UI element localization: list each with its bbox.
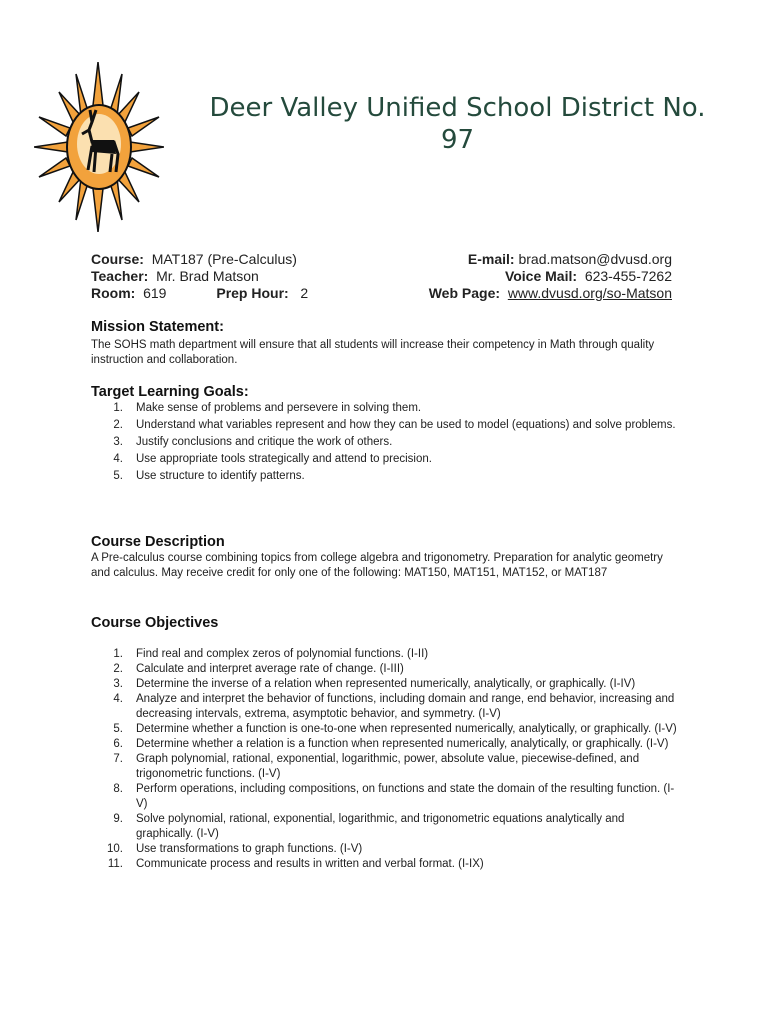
list-item (91, 400, 681, 417)
list-text: Determine the inverse of a relation when represented numerically, analytically, or graphically. (I-IV) (136, 678, 636, 690)
list-text: Find real and complex zeros of polynomial functions. (I-II) (136, 648, 429, 660)
list-item (91, 677, 681, 692)
prep-value: 2 (300, 285, 309, 301)
voicemail-value: 623-455-7262 (584, 268, 672, 284)
list-text: Use transformations to graph functions. (I-V) (136, 843, 363, 855)
page-title: Deer Valley Unified School District No. 97 (209, 93, 706, 155)
list-text: Use appropriate tools strategically and attend to precision. (136, 453, 432, 465)
list-item (91, 434, 681, 451)
list-item (91, 782, 681, 812)
list-text: Use structure to identify patterns. (136, 470, 305, 482)
list-text: Perform operations, including compositions, on functions and state the domain of the resulting function. (I-V) (136, 783, 675, 810)
webpage-link[interactable]: www.dvusd.org/so-Matson (507, 285, 672, 301)
list-text: Solve polynomial, rational, exponential, logarithmic, and trigonometric equations analytically and graphically. (I-V) (136, 813, 625, 840)
list-item (91, 737, 681, 752)
voicemail-label: Voice Mail: (504, 268, 578, 284)
mission-section (91, 319, 681, 368)
list-text: Communicate process and results in written and verbal format. (I-IX) (136, 858, 484, 870)
list-number: 4. (113, 453, 123, 465)
list-number: 3. (113, 436, 123, 448)
course-info (91, 251, 308, 302)
teacher-label: Teacher: (91, 268, 149, 284)
list-number: 1. (113, 648, 123, 660)
sun-deer-logo-icon (34, 62, 164, 232)
description-section (91, 534, 681, 581)
contact-info (390, 251, 672, 302)
list-text: Determine whether a relation is a function when represented numerically, analytically, or graphically. (I-V) (136, 738, 669, 750)
list-item (91, 857, 681, 872)
list-number: 5. (113, 470, 123, 482)
list-number: 8. (113, 783, 123, 795)
list-text: Analyze and interpret the behavior of functions, including domain and range, end behavior, increasing and decreasing intervals, extrema, asymptotic behavior, and symmetry. (I-V) (136, 693, 675, 720)
objectives-heading: Course Objectives (91, 615, 219, 631)
list-item (91, 812, 681, 842)
course-label: Course: (91, 251, 144, 267)
list-text: Make sense of problems and persevere in solving them. (136, 402, 422, 414)
email-label: E-mail: (467, 251, 515, 267)
mission-heading: Mission Statement: (91, 319, 224, 335)
list-number: 2. (113, 663, 123, 675)
list-item (91, 468, 681, 485)
list-item (91, 752, 681, 782)
objectives-section (91, 615, 681, 872)
room-value: 619 (143, 285, 167, 301)
list-item (91, 647, 681, 662)
description-heading: Course Description (91, 534, 225, 550)
mission-text: The SOHS math department will ensure that all students will increase their competency in Math through quality instruction and collaboration. (91, 339, 655, 366)
list-number: 9. (113, 813, 123, 825)
list-item (91, 842, 681, 857)
list-item (91, 451, 681, 468)
list-number: 3. (113, 678, 123, 690)
list-number: 2. (113, 419, 123, 431)
list-item (91, 662, 681, 677)
course-value: MAT187 (Pre-Calculus) (151, 251, 297, 267)
list-text: Understand what variables represent and how they can be used to model (equations) and solve problems. (136, 419, 676, 431)
list-item (91, 692, 681, 722)
list-text: Justify conclusions and critique the work of others. (136, 436, 393, 448)
list-number: 11. (107, 858, 123, 870)
goals-list (91, 400, 681, 485)
list-number: 10. (107, 843, 123, 855)
list-number: 6. (113, 738, 123, 750)
prep-label: Prep Hour: (216, 285, 289, 301)
list-number: 7. (113, 753, 123, 765)
goals-section (91, 384, 681, 485)
list-text: Determine whether a function is one-to-one when represented numerically, analytically, or graphically. (I-V) (136, 723, 677, 735)
room-label: Room: (91, 285, 136, 301)
list-text: Graph polynomial, rational, exponential, logarithmic, power, absolute value, piecewise-defined, and trigonometric functions. (I-V) (136, 753, 640, 780)
goals-heading: Target Learning Goals: (91, 384, 249, 400)
description-text: A Pre-calculus course combining topics from college algebra and trigonometry. Preparation for analytic geometry and calculus. May receive credit for only one of the following: MAT150, MAT151, MAT152, or MAT187 (91, 552, 663, 579)
list-number: 1. (113, 402, 123, 414)
email-value: brad.matson@dvusd.org (518, 251, 672, 267)
list-text: Calculate and interpret average rate of change. (I-III) (136, 663, 404, 675)
list-number: 5. (113, 723, 123, 735)
list-number: 4. (113, 693, 123, 705)
list-item (91, 417, 681, 434)
teacher-value: Mr. Brad Matson (156, 268, 259, 284)
list-item (91, 722, 681, 737)
webpage-label: Web Page: (428, 285, 501, 301)
objectives-list (91, 647, 681, 872)
